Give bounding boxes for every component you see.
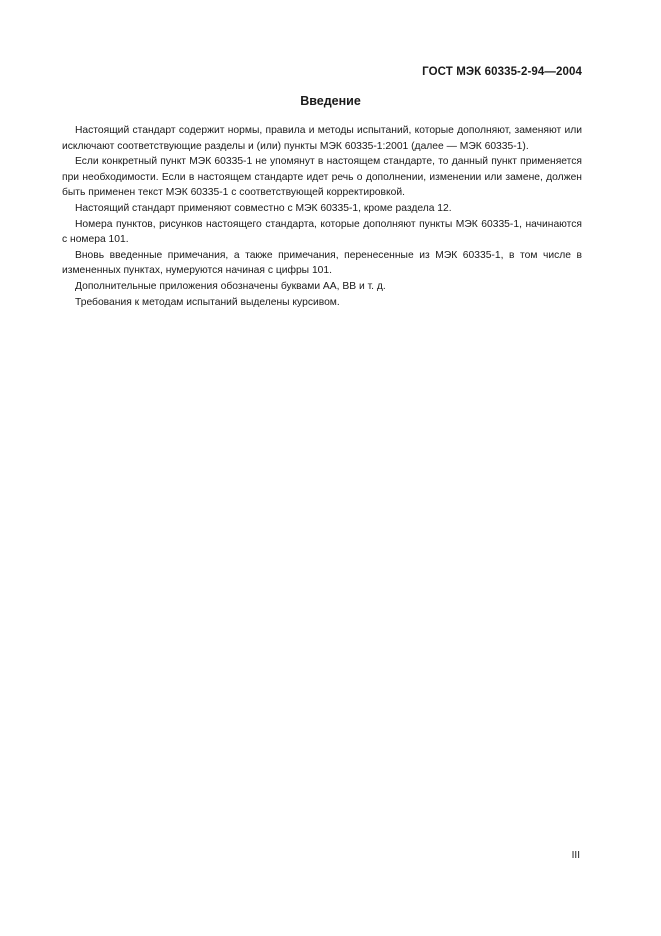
paragraph: Номера пунктов, рисунков настоящего стандарта, которые дополняют пункты МЭК 60335-1, начинаются с номера 101. bbox=[62, 218, 582, 246]
paragraph: Требования к методам испытаний выделены курсивом. bbox=[75, 296, 340, 308]
paragraph: Настоящий стандарт содержит нормы, правила и методы испытаний, которые дополняют, заменяют или исключают соответствующие разделы и (или) пункты МЭК 60335-1:2001 (далее — МЭК 60335-1). bbox=[62, 125, 582, 152]
introduction-text bbox=[62, 123, 582, 310]
paragraph: Дополнительные приложения обозначены буквами АА, ВВ и т. д. bbox=[75, 280, 386, 292]
section-title: Введение bbox=[300, 94, 361, 108]
paragraph: Если конкретный пункт МЭК 60335-1 не упомянут в настоящем стандарте, то данный пункт применяется при необходимости. Если в настоящем стандарте идет речь о дополнении, изменении или замене, должен быть применен текст МЭК 60335-1 с соответствующей корректировкой. bbox=[62, 156, 582, 199]
page-number: III bbox=[571, 850, 580, 861]
paragraph: Вновь введенные примечания, а также примечания, перенесенные из МЭК 60335-1, в том числе в измененных пунктах, нумеруются начиная с цифры 101. bbox=[62, 249, 582, 277]
paragraph: Настоящий стандарт применяют совместно с МЭК 60335-1, кроме раздела 12. bbox=[75, 202, 452, 214]
document-code: ГОСТ МЭК 60335-2-94—2004 bbox=[422, 66, 582, 78]
